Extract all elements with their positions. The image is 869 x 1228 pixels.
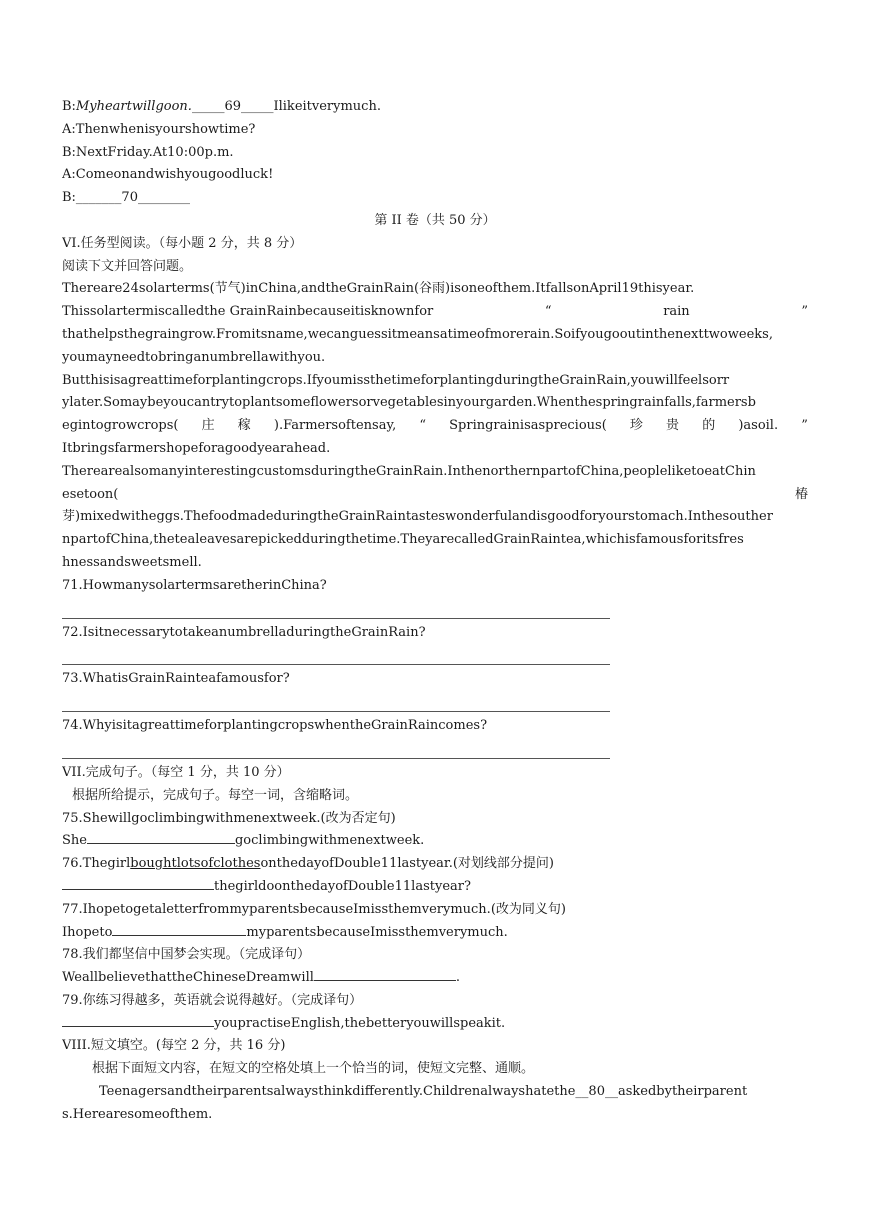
answer-77: Ihopeto myparentsbecauseImissthemverymuch.	[62, 922, 808, 945]
question-78: 78.我们都坚信中国梦会实现。（完成译句）	[62, 947, 311, 963]
answer-line-73[interactable]	[62, 691, 610, 712]
section-6-instruction: 阅读下文并回答问题。	[62, 258, 193, 274]
passage-line: npartofChina,thetealeavesarepickedduringthetime.TheyarecalledGrainRaintea,whichisfamousforitsfres	[62, 532, 744, 548]
passage-line: Thissolartermiscalledthe GrainRainbecauseitisknownfor “ rain ”	[62, 304, 808, 320]
question-79: 79.你练习得越多，英语就会说得越好。（完成译句）	[62, 992, 363, 1008]
passage-line: youmayneedtobringanumbrellawithyou.	[62, 349, 326, 365]
question-74: 74.WhyisitagreattimeforplantingcropswhentheGrainRaincomes?	[62, 718, 488, 734]
dialogue-line-a2: A:Comeonandwishyougoodluck!	[62, 167, 274, 183]
passage-line: hnessandsweetsmell.	[62, 554, 202, 570]
speaker-label: B:	[62, 99, 76, 114]
passage-line: s.Herearesomeofthem.	[62, 1106, 213, 1122]
blank-75[interactable]	[87, 830, 235, 844]
exam-page	[62, 96, 808, 1127]
section-6-heading: VI.任务型阅读。（每小题 2 分，共 8 分）	[62, 235, 303, 251]
question-77: 77.IhopetogetaletterfrommyparentsbecauseImissthemverymuch.(改为同义句)	[62, 901, 566, 917]
passage-line: egintogrowcrops( 庄 稼 ).Farmersoftensay, “ Springrainisasprecious( 珍 贵 的 )asoil. ”	[62, 418, 808, 434]
passage-line: Thereare24solarterms(节气)inChina,andtheGrainRain(谷雨)isoneofthem.ItfallsonApril19thisyear.	[62, 281, 695, 297]
passage-line: ylater.Somaybeyoucantrytoplantsomeflowersorvegetablesinyourgarden.Whenthespringrainfalls,farmersb	[62, 395, 756, 411]
question-76: 76.ThegirlboughtlotsofclothesonthedayofDouble11lastyear.(对划线部分提问)	[62, 856, 554, 872]
answer-76: thegirldoonthedayofDouble11lastyear?	[62, 876, 808, 899]
dialogue-line-b2: B:NextFriday.At10:00p.m.	[62, 144, 234, 160]
section-7-heading: VII.完成句子。（每空 1 分，共 10 分）	[62, 764, 290, 780]
blank-79[interactable]	[62, 1013, 214, 1027]
passage-line: Teenagersandtheirparentsalwaysthinkdifferently.Childrenalwayshatethe__80__askedbytheirparent	[99, 1084, 748, 1100]
blank-78[interactable]	[314, 967, 456, 981]
passage-line: esetoon( 椿	[62, 486, 808, 502]
section-8-instruction: 根据下面短文内容，在短文的空格处填上一个恰当的词，使短文完整、通顺。	[92, 1061, 535, 1077]
answer-75: She goclimbingwithmenextweek.	[62, 830, 808, 853]
dialogue-line-a1: A:Thenwhenisyourshowtime?	[62, 121, 256, 137]
passage-line: 芽)mixedwitheggs.ThefoodmadeduringtheGrainRaintasteswonderfulandisgoodforyourstomach.Inthesouther	[62, 509, 773, 525]
dialogue-line-b3: B:_______70________	[62, 190, 190, 206]
passage-line: Itbringsfarmershopeforagoodyearahead.	[62, 440, 331, 456]
blank-76[interactable]	[62, 876, 214, 890]
passage-line: thathelpsthegraingrow.Fromitsname,wecanguessitmeansatimeofmorerain.Soifyougooutinthenexttwoweeks,	[62, 326, 773, 342]
question-75: 75.Shewillgoclimbingwithmenextweek.(改为否定句)	[62, 810, 396, 826]
dialogue-line-b1	[62, 96, 808, 119]
passage-line: Butthisisagreattimeforplantingcrops.IfyoumissthetimeforplantingduringtheGrainRain,youwillfeelsorr	[62, 372, 730, 388]
answer-78: WeallbelievethattheChineseDreamwill .	[62, 967, 808, 990]
underlined-phrase: boughtlotsofclothes	[130, 856, 261, 872]
answer-79: youpractiseEnglish,thebetteryouwillspeakit.	[62, 1013, 808, 1036]
blank-69: _____69_____	[191, 99, 274, 114]
question-72: 72.IsitnecessarytotakeanumbrelladuringtheGrainRain?	[62, 624, 426, 640]
section-8-heading: VIII.短文填空。(每空 2 分，共 16 分)	[62, 1038, 286, 1054]
part-title: 第 II 卷（共 50 分）	[374, 212, 496, 228]
blank-77[interactable]	[112, 922, 246, 936]
answer-line-74[interactable]	[62, 738, 610, 759]
passage-line: TherearealsomanyinterestingcustomsduringtheGrainRain.InthenorthernpartofChina,peopleliketoeatChin	[62, 463, 756, 479]
section-7-instruction: 根据所给提示，完成句子。每空一词，含缩略词。	[72, 787, 359, 803]
question-73: 73.WhatisGrainRainteafamousfor?	[62, 671, 290, 687]
answer-line-72[interactable]	[62, 644, 610, 665]
dialogue-text: Ilikeitverymuch.	[273, 99, 381, 114]
question-71: 71.HowmanysolartermsaretherinChina?	[62, 577, 327, 593]
answer-line-71[interactable]	[62, 598, 610, 619]
song-title: Myheartwillgoon.	[75, 99, 192, 114]
